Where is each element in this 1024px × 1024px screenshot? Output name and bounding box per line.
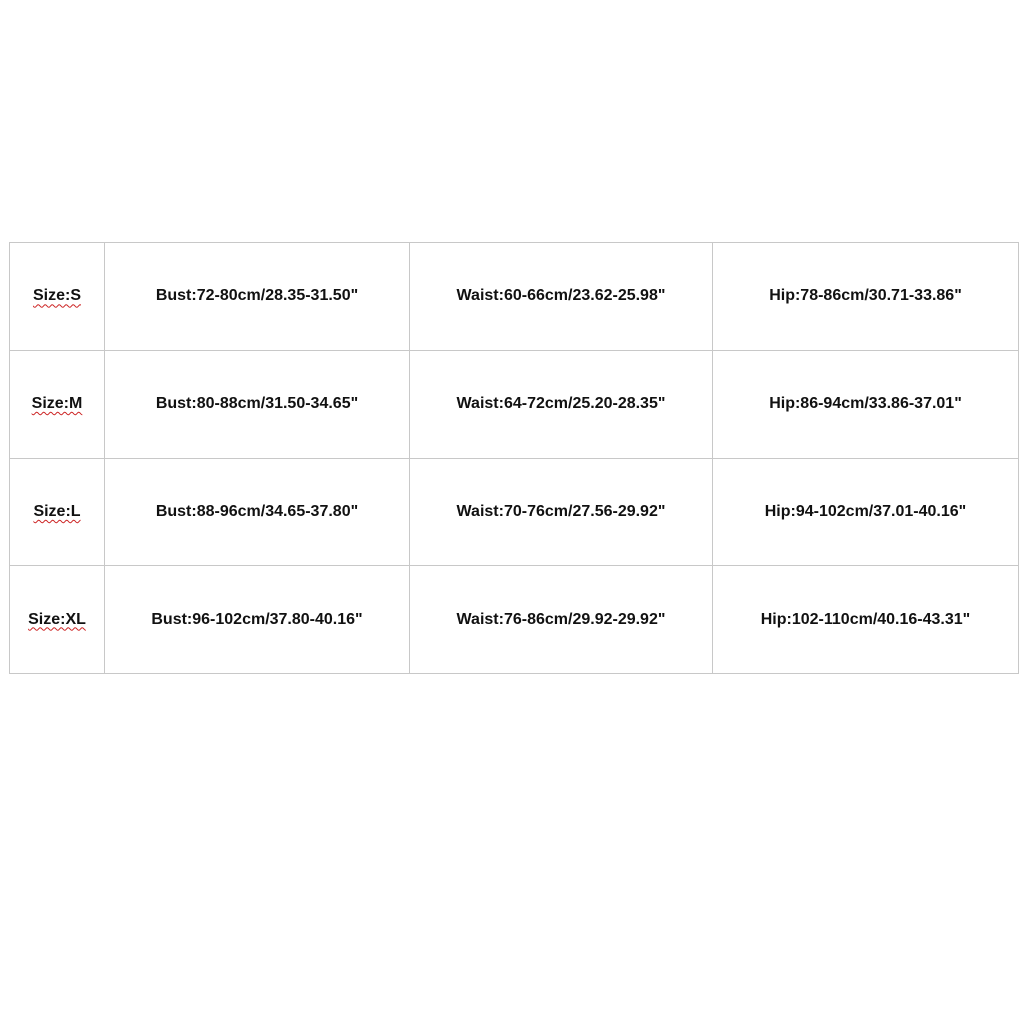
bust-cell: Bust:96-102cm/37.80-40.16" (105, 566, 410, 674)
size-chart-table (9, 242, 1019, 674)
waist-cell: Waist:70-76cm/27.56-29.92" (410, 458, 713, 566)
hip-cell: Hip:102-110cm/40.16-43.31" (713, 566, 1019, 674)
size-cell (10, 566, 105, 674)
bust-cell: Bust:80-88cm/31.50-34.65" (105, 350, 410, 458)
bust-cell: Bust:88-96cm/34.65-37.80" (105, 458, 410, 566)
table-row (10, 566, 1019, 674)
size-label: Size:S (32, 287, 81, 305)
size-label: Size:XL (28, 610, 86, 628)
hip-cell: Hip:86-94cm/33.86-37.01" (713, 350, 1019, 458)
size-label: Size:M (31, 395, 83, 413)
table-row (10, 243, 1019, 351)
bust-cell: Bust:72-80cm/28.35-31.50" (105, 243, 410, 351)
hip-cell: Hip:78-86cm/30.71-33.86" (713, 243, 1019, 351)
size-cell (10, 350, 105, 458)
waist-cell: Waist:76-86cm/29.92-29.92" (410, 566, 713, 674)
size-label: Size:L (33, 502, 81, 520)
waist-cell: Waist:60-66cm/23.62-25.98" (410, 243, 713, 351)
size-cell (10, 243, 105, 351)
waist-cell: Waist:64-72cm/25.20-28.35" (410, 350, 713, 458)
table-row (10, 458, 1019, 566)
table-row (10, 350, 1019, 458)
size-cell (10, 458, 105, 566)
hip-cell: Hip:94-102cm/37.01-40.16" (713, 458, 1019, 566)
